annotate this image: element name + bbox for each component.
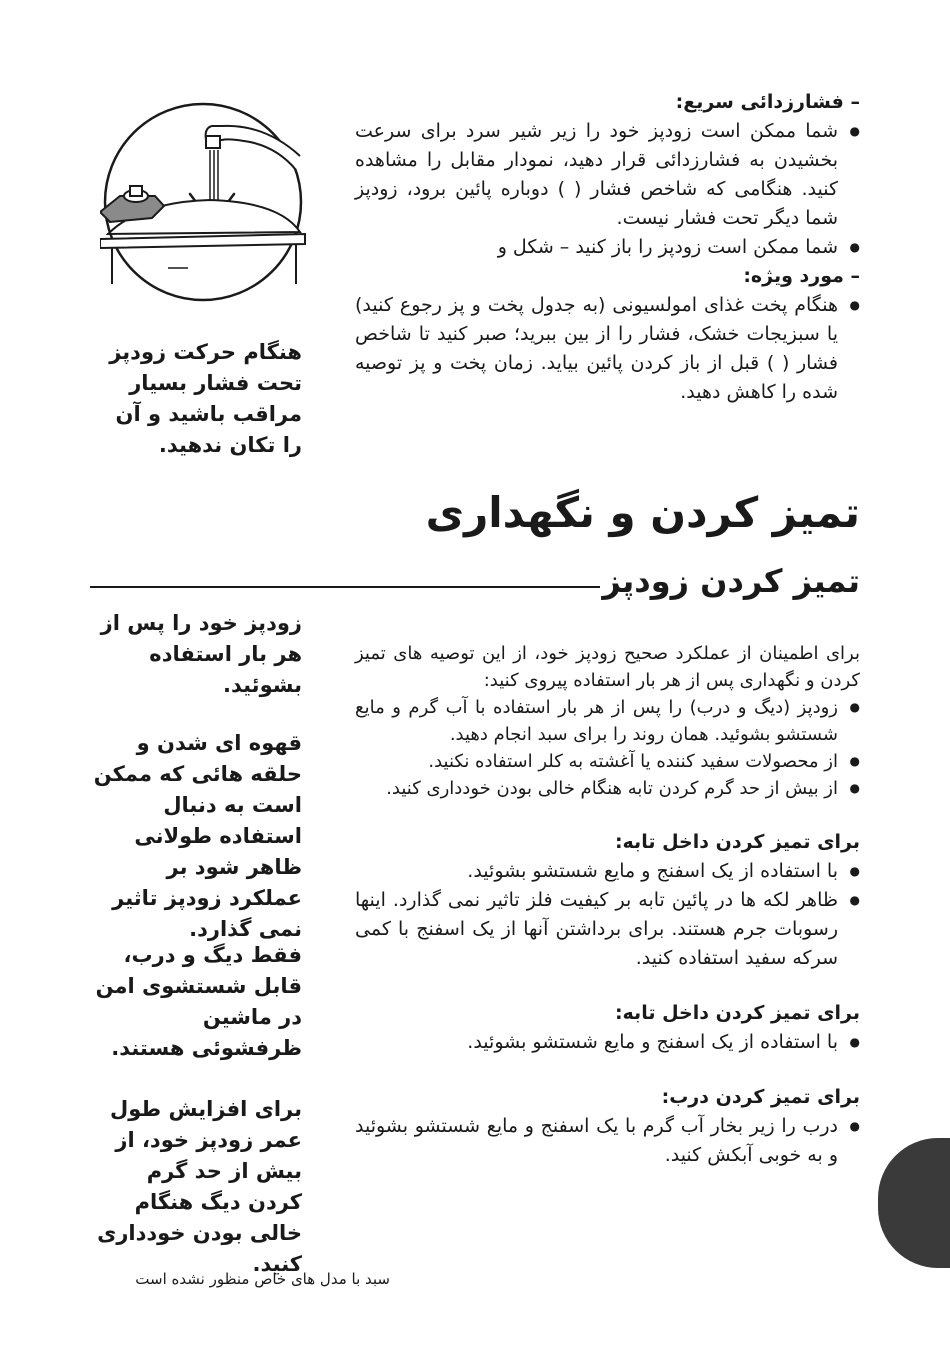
special-case-bullet-1: ● هنگام پخت غذای امولسیونی (به جدول پخت و پز رجوع کنید) یا سبزیجات خشک، فشار را از بین ببرید؛ صبر کنید تا شاخص فشار ( ) قبل از باز کردن پائین بیاید. زمان پخت و پز توصیه شده را کاهش دهید.	[355, 291, 860, 407]
cleaning-bullet-2: ● از محصولات سفید کننده یا آغشته به کلر استفاده نکنید.	[355, 748, 860, 775]
cleaning-subtitle: تمیز کردن زودپز	[602, 562, 860, 600]
cleaning-bullet-1: ● زودپز (دیگ و درب) را پس از هر بار استفاده با آب گرم و مایع شستشو بشوئید. همان روند را برای سبد انجام دهید.	[355, 694, 860, 748]
special-case-heading: – مورد ویژه:	[743, 265, 860, 287]
side-note-4: برای افزایش طول عمر زودپز خود، از بیش از حد گرم کردن دیگ هنگام خالی بودن خودداری کنید.	[97, 1097, 302, 1276]
inside-pan-bullet-2: ● ظاهر لکه ها در پائین تابه بر کیفیت فلز تاثیر نمی گذارد. اینها رسوبات جرم هستند. برای برداشتن آنها از یک اسفنج با کمی سرکه سفید استفاده کنید.	[355, 886, 860, 973]
page-title: تمیز کردن و نگهداری	[425, 488, 860, 537]
inside-pan-2-bullet-1: ● با استفاده از یک اسفنج و مایع شستشو بشوئید.	[355, 1028, 860, 1057]
inside-pan-bullet-1: ● با استفاده از یک اسفنج و مایع شستشو بشوئید.	[355, 857, 860, 886]
section-divider	[90, 586, 600, 588]
footnote: سبد با مدل های خاص منظور نشده است	[135, 1270, 390, 1288]
inside-pan-heading: برای تمیز کردن داخل تابه:	[614, 831, 860, 853]
fast-release-bullet-1: ● شما ممکن است زودپز خود را زیر شیر سرد برای سرعت بخشیدن به فشارزدائی قرار دهید، نمودار مقابل را مشاهده کنید. هنگامی که شاخص فشار ( ) دوباره پائین برود، زودپز شما دیگر تحت فشار نیست.	[355, 117, 860, 233]
page-tab-marker	[878, 1138, 950, 1268]
lid-heading: برای تمیز کردن درب:	[661, 1086, 860, 1108]
cleaning-section	[355, 640, 860, 1170]
pressure-cooker-under-tap-icon	[100, 84, 310, 324]
fast-release-heading: – فشارزدائی سریع:	[675, 91, 860, 113]
side-note-2: قهوه ای شدن و حلقه هائی که ممکن است به دنبال استفاده طولانی ظاهر شود بر عملکرد زودپز تاثیر نمی گذارد.	[93, 731, 302, 941]
fast-release-section	[355, 88, 860, 407]
side-note-1: زودپز خود را پس از هر بار استفاده بشوئید.	[100, 611, 302, 697]
cleaning-intro: برای اطمینان از عملکرد صحیح زودپز خود، از این توصیه های تمیز کردن و نگهداری پس از هر بار استفاده پیروی کنید:	[355, 643, 860, 691]
pressure-cooker-illustration	[100, 84, 310, 324]
fast-release-bullet-2: ● شما ممکن است زودپز را باز کنید – شکل و	[355, 233, 860, 262]
lid-bullet-1: ● درب را زیر بخار آب گرم با یک اسفنج و مایع شستشو بشوئید و به خوبی آبکش کنید.	[355, 1112, 860, 1170]
inside-pan-heading-2: برای تمیز کردن داخل تابه:	[614, 1002, 860, 1024]
cleaning-bullet-3: ● از بیش از حد گرم کردن تابه هنگام خالی بودن خودداری کنید.	[355, 775, 860, 802]
side-note-3: فقط دیگ و درب، قابل شستشوی امن در ماشین ظرفشوئی هستند.	[95, 943, 302, 1060]
side-note-warning: هنگام حرکت زودپز تحت فشار بسیار مراقب باشید و آن را تکان ندهید.	[109, 340, 302, 457]
